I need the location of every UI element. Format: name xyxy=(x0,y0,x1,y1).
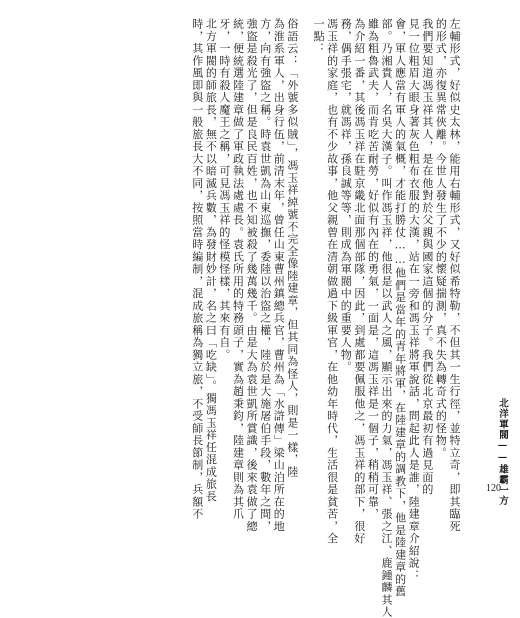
text-column: 馮玉祥的家庭，也有不少故事，他父親曾在清朝做過下級軍官，在他幼年時代，生活很是貧苦，全 xyxy=(325,18,339,545)
text-column: 我們要知道馮玉祥其人，是在他對於父親與國家這個的分子。我們從北京最初有過見面的 xyxy=(420,18,434,496)
text-column: 北方軍閥的師旅長，無不以暗滅兵數，為發財妙計，名之曰「吃缺」。獨馮玉祥任混成旅長 xyxy=(204,18,218,503)
quote-column: 統，便統選陸建章做了軍政執法處處長。袁氏所用的特務頭子，實為趙秉鈞，陸建章則為其爪 xyxy=(231,18,245,521)
text-column: 部。乃湘貴人，名吳大漢子。叫作馮玉祥，他很是以武人之風，顯示出來的力氣，馮玉祥、張之江、鹿鍾麟其人 xyxy=(380,18,394,618)
text-column: 時，其作風即與一般旅長大不同，按照當時編制，混成旅稱為獨立旅，不受師長節制，兵額不 xyxy=(190,18,204,521)
quote-column: 強盜是殺光了，但是良民百姓，也不知被殺了幾萬幾千。由是大為袁世凱所賞識，後來袁做了總 xyxy=(245,18,259,533)
paragraph-spacer xyxy=(300,18,310,488)
quote-column: 為淮系軍人，出身行伍，前清末年，曾任山東曹州鎮總兵官，曹州為「水滸傳」梁山泊所在的地 xyxy=(272,18,286,533)
text-column: 為介紹一番，其後馮玉祥在駐京畿北面那個部隊，因此，到處都要佩服他之，馮玉祥的部下，很好 xyxy=(352,18,366,545)
text-column: 的形式，亦復異常俠離。今世人發生了不少的懷疑揣測，真不失為轉奇式的怪物。 xyxy=(434,18,448,459)
quote-column: 俗語云：「外號多似賊」，馮玉祥綽號不完全像陸建章，但其同為怪人，則是一樣，陸 xyxy=(285,18,299,478)
running-header: 北洋軍閥——雄霸一方 xyxy=(497,398,508,506)
text-column: 見一位粗眉大眼身著灰色粗布衣服的大漢，站在一旁和馮玉祥將軍說話，問起此人是誰，陸建章介紹說： xyxy=(407,18,421,582)
page-number: 120 xyxy=(486,483,501,494)
quote-column: 方，向有強盜之稱。時袁世凱為山東巡撫，委陸以治盜之權，陸於是大施屠伯手段，數年之間， xyxy=(258,18,272,533)
text-column: 雖為粗魯武夫，而肯吃苦耐勞，好似有內在的勇氣，一面是，這馮玉祥是一個子，稍稍可靠， xyxy=(366,18,380,521)
text-column: 會，軍人應當有軍人的氣概，才能打勝仗……他們是當年的青年將軍，在陸建章的調教下，他是陸建章的舊 xyxy=(393,18,407,598)
text-column: 務，偶手張宅，就馮祥，孫良誠等等，則成為軍閥中的重要人物。 xyxy=(339,18,353,374)
quote-column: 牙，一時有殺人魔王之稱，可見馮玉祥的怪模怪樣，其來有自。 xyxy=(217,18,231,361)
text-column: 左輔形式，好似史太林，能用右輔形式，又好似希特勒，不但其一生行徑，並特立奇，即其臨死 xyxy=(448,18,461,533)
body-text xyxy=(140,18,461,618)
text-column: 一點： xyxy=(312,18,326,55)
